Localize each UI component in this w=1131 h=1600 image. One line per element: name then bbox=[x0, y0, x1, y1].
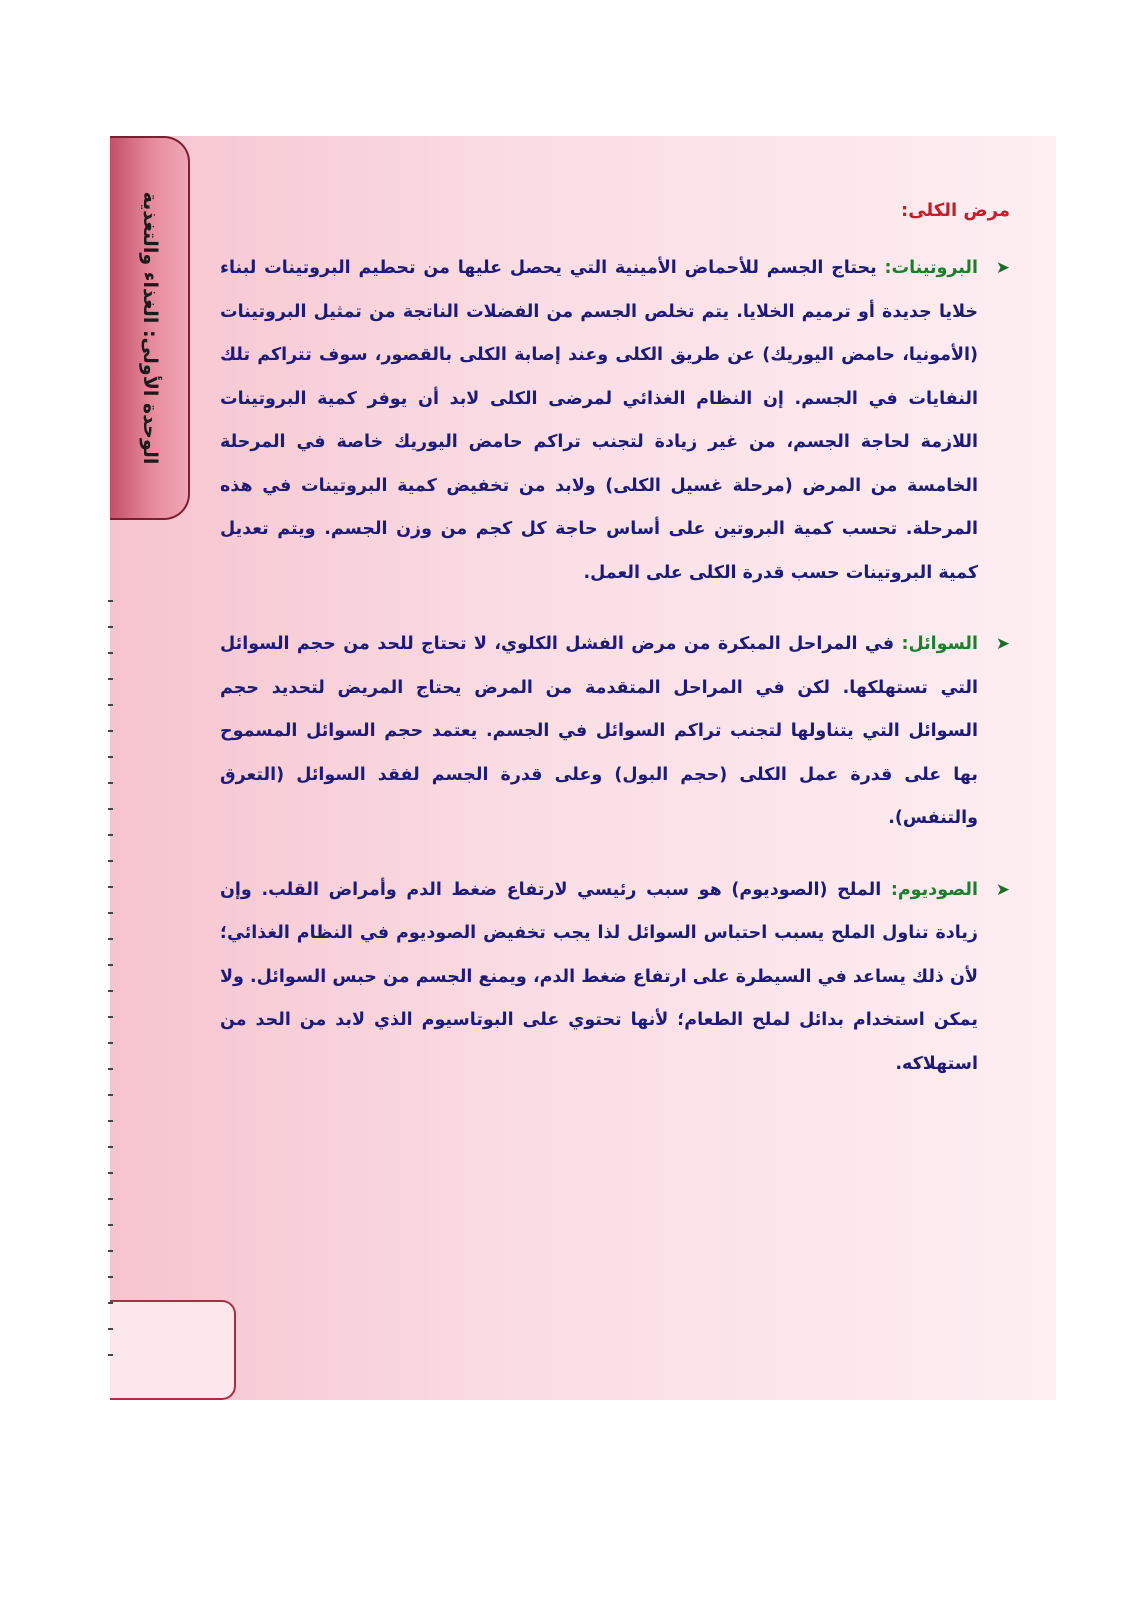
ruler-tick bbox=[108, 1354, 113, 1356]
ruler-tick bbox=[108, 1120, 113, 1122]
ruler-tick bbox=[108, 782, 113, 784]
ruler-tick bbox=[108, 1302, 113, 1304]
ruler-tick bbox=[108, 1172, 113, 1174]
ruler-tick bbox=[108, 886, 113, 888]
ruler-tick bbox=[108, 652, 113, 654]
item-term: البروتينات: bbox=[884, 258, 979, 278]
ruler-tick bbox=[108, 730, 113, 732]
ruler-tick bbox=[108, 912, 113, 914]
item-text: الملح (الصوديوم) هو سبب رئيسي لارتفاع ضغط الدم وأمراض القلب. وإن زيادة تناول الملح يسبب احتباس السوائل لذا يجب تخفيض الصوديوم في النظام الغذائي؛ لأن ذلك يساعد في السيطرة على ارتفاع ضغط الدم، ويمنع الجسم من حبس السوائل. ولا يمكن استخدام بدائل لملح الطعام؛ لأنها تحتوي على البوتاسيوم الذي لابد من الحد من استهلاكه. bbox=[220, 879, 978, 1074]
item-text: في المراحل المبكرة من مرض الفشل الكلوي، لا تحتاج للحد من حجم السوائل التي تستهلكها. لكن في المراحل المتقدمة من المرض يحتاج المريض لتحديد حجم السوائل التي يتناولها لتجنب تراكم السوائل في الجسم. يعتمد حجم السوائل المسموح بها على قدرة عمل الكلى (حجم البول) وعلى قدرة الجسم لفقد السوائل (التعرق والتنفس). bbox=[220, 634, 978, 828]
ruler-tick bbox=[108, 1016, 113, 1018]
margin-ruler bbox=[108, 600, 114, 1400]
ruler-tick bbox=[108, 834, 113, 836]
ruler-tick bbox=[108, 990, 113, 992]
arrow-bullet-icon: ➤ bbox=[995, 879, 1010, 900]
page-number-box bbox=[110, 1300, 236, 1400]
item-term: الصوديوم: bbox=[890, 879, 978, 900]
ruler-tick bbox=[108, 600, 113, 602]
ruler-tick bbox=[108, 1224, 113, 1226]
unit-title: الوحدة الأولى: الغذاء والتغذية bbox=[139, 191, 161, 465]
list-item-sodium bbox=[220, 869, 1010, 1087]
ruler-tick bbox=[108, 1328, 113, 1330]
arrow-bullet-icon: ➤ bbox=[995, 634, 1010, 654]
item-text: يحتاج الجسم للأحماض الأمينية التي يحصل عليها من تحطيم البروتينات لبناء خلايا جديدة أو ترميم الخلايا. يتم تخلص الجسم من الفضلات الناتجة من تمثيل البروتينات (الأمونيا، حامض اليوريك) عن طريق الكلى وعند إصابة الكلى بالقصور، سوف تتراكم تلك النفايات في الجسم. إن النظام الغذائي لمرضى الكلى لابد أن يوفر كمية البروتينات اللازمة لحاجة الجسم، من غير زيادة لتجنب تراكم حامض اليوريك خاصة في المرحلة الخامسة من المرض (مرحلة غسيل الكلى) ولابد من تخفيض كمية البروتينات في هذه المرحلة. تحسب كمية البروتين على أساس حاجة كل كجم من وزن الجسم. ويتم تعديل كمية البروتينات حسب قدرة الكلى على العمل. bbox=[220, 258, 978, 583]
ruler-tick bbox=[108, 756, 113, 758]
section-title: مرض الكلى: bbox=[901, 200, 1010, 221]
ruler-tick bbox=[108, 1068, 113, 1070]
ruler-tick bbox=[108, 1276, 113, 1278]
ruler-tick bbox=[108, 808, 113, 810]
ruler-tick bbox=[108, 626, 113, 628]
ruler-tick bbox=[108, 1146, 113, 1148]
ruler-tick bbox=[108, 678, 113, 680]
arrow-bullet-icon: ➤ bbox=[995, 258, 1010, 278]
ruler-tick bbox=[108, 938, 113, 940]
ruler-tick bbox=[108, 964, 113, 966]
list-item-fluids bbox=[220, 623, 1010, 841]
ruler-tick bbox=[108, 1198, 113, 1200]
ruler-tick bbox=[108, 704, 113, 706]
ruler-tick bbox=[108, 1250, 113, 1252]
page-content bbox=[220, 200, 1010, 1114]
item-term: السوائل: bbox=[901, 634, 978, 654]
ruler-tick bbox=[108, 1094, 113, 1096]
list-item-proteins bbox=[220, 247, 1010, 595]
ruler-tick bbox=[108, 1042, 113, 1044]
ruler-tick bbox=[108, 860, 113, 862]
